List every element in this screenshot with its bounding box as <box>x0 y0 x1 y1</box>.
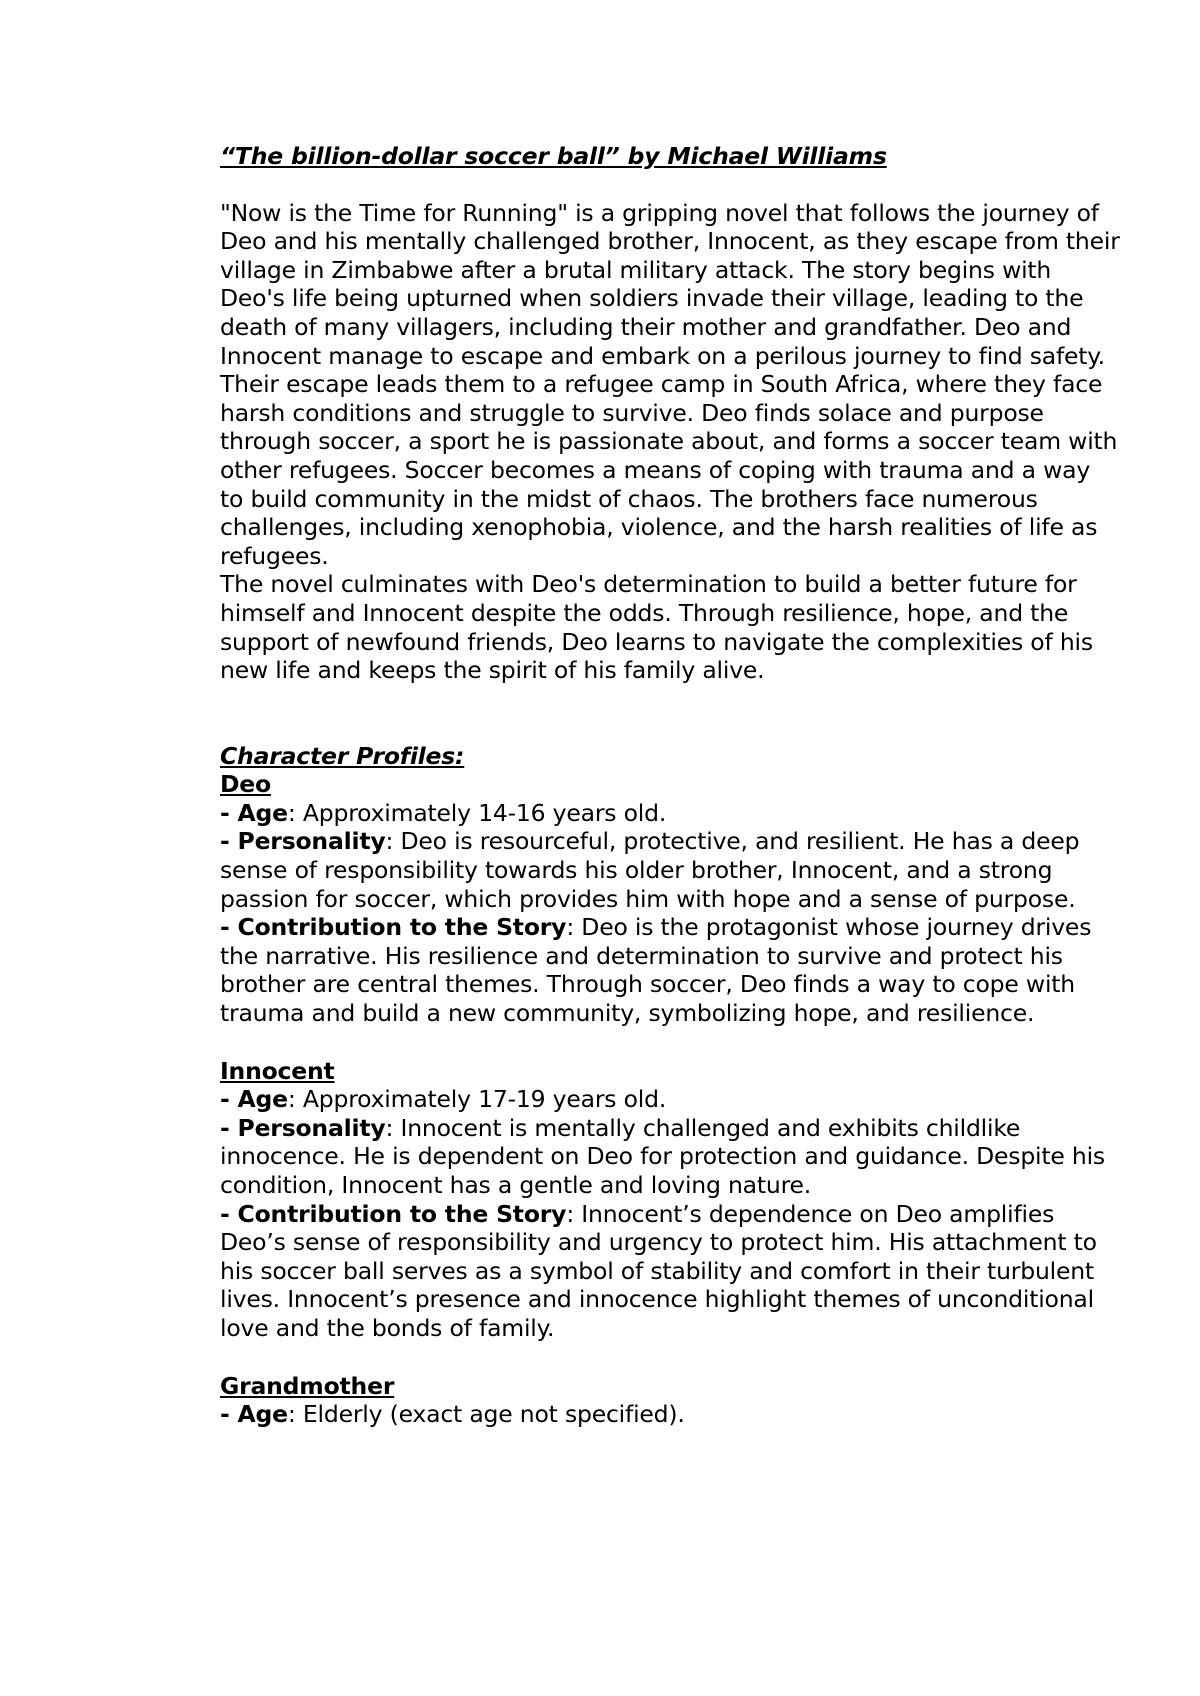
bullet-prefix: - <box>220 913 238 942</box>
deo-contribution <box>220 913 1120 1027</box>
bullet-prefix: - <box>220 827 238 856</box>
innocent-personality <box>220 1114 1120 1200</box>
summary-paragraph-1: "Now is the Time for Running" is a gripping novel that follows the journey of Deo and his mentally challenged brother, Innocent, as they escape from their village in Zimbabwe after a brutal military attack. The story begins with Deo's life being upturned when soldiers invade their village, leading to the death of many villagers, including their mother and grandfather. Deo and Innocent manage to escape and embark on a perilous journey to find safety. <box>220 198 1120 370</box>
innocent-personality-text: : Innocent is mentally challenged and exhibits childlike innocence. He is dependent on Deo for protection and guidance. Despite his condition, Innocent has a gentle and loving nature. <box>220 1113 1105 1199</box>
grandmother-age <box>220 1400 1120 1429</box>
innocent-contribution <box>220 1200 1120 1343</box>
spacer <box>220 1028 1120 1057</box>
spacer <box>220 1343 1120 1372</box>
innocent-age-label: - Age <box>220 1085 288 1114</box>
bullet-prefix: - <box>220 1085 238 1114</box>
spacer <box>220 685 1120 742</box>
innocent-personality-label: - Personality <box>220 1113 386 1142</box>
deo-age-label: - Age <box>220 798 288 827</box>
innocent-age-text: : Approximately 17-19 years old. <box>287 1085 667 1114</box>
grandmother-age-label: - Age <box>220 1400 288 1429</box>
summary-paragraph-3: The novel culminates with Deo's determination to build a better future for himself and Innocent despite the odds. Through resilience, hope, and the support of newfound friends, Deo learns to navigate the complexities of his new life and keeps the spirit of his family alive. <box>220 570 1093 685</box>
deo-personality-label: - Personality <box>220 827 386 856</box>
character-name-innocent: Innocent <box>220 1056 335 1085</box>
character-name-grandmother: Grandmother <box>220 1371 395 1400</box>
bullet-prefix: - <box>220 1199 238 1228</box>
innocent-contribution-text: : Innocent’s dependence on Deo amplifies Deo’s sense of responsibility and urgency to protect him. His attachment to his soccer ball serves as a symbol of stability and comfort in their turbulent lives. Innocent’s presence and innocence highlight themes of unconditional love and the bonds of family. <box>220 1199 1097 1342</box>
deo-age <box>220 799 1120 828</box>
innocent-contribution-label: - Contribution to the Story <box>220 1199 567 1228</box>
bullet-prefix: - <box>220 798 238 827</box>
deo-contribution-text: : Deo is the protagonist whose journey drives the narrative. His resilience and determination to survive and protect his brother are central themes. Through soccer, Deo finds a way to cope with trauma and build a new community, symbolizing hope, and resilience. <box>220 913 1092 1028</box>
grandmother-age-text: : Elderly (exact age not specified). <box>287 1400 685 1429</box>
deo-contribution-label: - Contribution to the Story <box>220 913 567 942</box>
character-profiles-heading: Character Profiles: <box>220 741 465 770</box>
document-page <box>220 142 1120 1429</box>
summary-paragraph-2: Their escape leads them to a refugee camp in South Africa, where they face harsh conditions and struggle to survive. Deo finds solace and purpose through soccer, a sport he is passionate about, and forms a soccer team with other refugees. Soccer becomes a means of coping with trauma and a way to build community in the midst of chaos. The brothers face numerous challenges, including xenophobia, violence, and the harsh realities of life as refugees. <box>220 370 1118 570</box>
bullet-prefix: - <box>220 1113 238 1142</box>
innocent-age <box>220 1085 1120 1114</box>
document-title: “The billion-dollar soccer ball” by Michael Williams <box>220 142 887 170</box>
deo-age-text: : Approximately 14-16 years old. <box>287 798 667 827</box>
bullet-prefix: - <box>220 1400 238 1429</box>
deo-personality <box>220 827 1120 913</box>
deo-personality-text: : Deo is resourceful, protective, and resilient. He has a deep sense of responsibility towards his older brother, Innocent, and a strong passion for soccer, which provides him with hope and a sense of purpose. <box>220 827 1080 913</box>
character-name-deo: Deo <box>220 770 271 799</box>
